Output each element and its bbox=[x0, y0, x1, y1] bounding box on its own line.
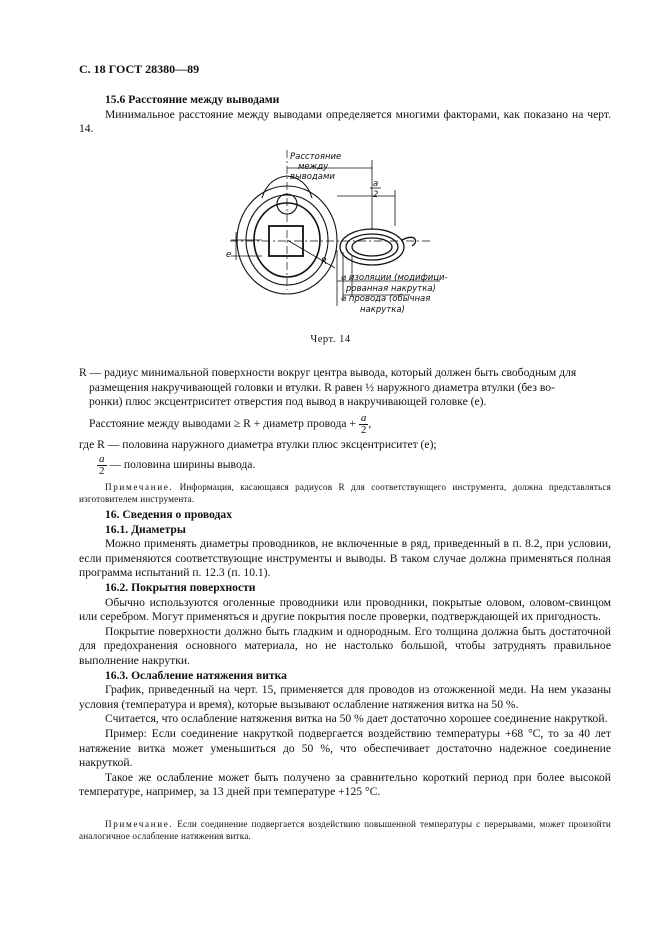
note-1-label: Примечание. bbox=[105, 482, 174, 492]
formula-end: , bbox=[368, 416, 372, 430]
formula-fraction-den: 2 bbox=[360, 423, 367, 436]
formula-fraction-num: a bbox=[360, 411, 367, 424]
page-header: С. 18 ГОСТ 28380—89 bbox=[79, 62, 200, 76]
section-16-3-text-4: Такое же ослабление может быть получено за сравнительно короткий период при более высокой температуре, например, за 13 дней при температуре +125 °С. bbox=[79, 770, 611, 799]
section-16-3-text-3: Пример: Если соединение накруткой подвергается воздействию температуры +68 °С, то за 40 лет натяжение витка может уменьшиться до 50 %, что обеспечивает достаточно надежное соединение накруткой. bbox=[79, 726, 611, 770]
r-definition-line-2: размещения накручивающей головки и втулки. R равен ½ наружного диаметра втулки (без во- bbox=[89, 380, 555, 394]
note-2 bbox=[79, 818, 611, 843]
label-wire-2: накрутка) bbox=[360, 305, 405, 315]
note-2-paragraph bbox=[79, 818, 611, 843]
formula bbox=[79, 413, 611, 436]
section-16-1-text: Можно применять диаметры проводников, не включенные в ряд, приведенный в п. 8.2, при условии, если применяются соответствующие инструменты и выводы. В таком случае должна применяться полная программа испытаний п. 12.3 (п. 10.1). bbox=[79, 537, 611, 580]
label-two: 2 bbox=[373, 190, 379, 200]
section-16-3-text-2: Считается, что ослабление натяжения витка на 50 % дает достаточно хорошее соединение накруткой. bbox=[105, 712, 608, 726]
half-fraction-num: a bbox=[99, 453, 105, 466]
label-r: R bbox=[321, 257, 327, 267]
section-16 bbox=[79, 508, 611, 800]
definitions bbox=[79, 366, 611, 477]
label-distance-3: выводами bbox=[290, 172, 335, 182]
section-16-2-heading: 16.2. Покрытия поверхности bbox=[105, 580, 256, 594]
label-wire-1: ⌀ провода (обычная bbox=[341, 294, 431, 304]
section-15-6-heading: 15.6 Расстояние между выводами bbox=[105, 93, 280, 106]
half-text: — половина ширины вывода. bbox=[109, 458, 256, 472]
label-e: e bbox=[226, 250, 232, 260]
r-definition-line-1: R — радиус минимальной поверхности вокруг центра вывода, который должен быть свободным для bbox=[79, 366, 577, 379]
note-1-paragraph bbox=[79, 481, 611, 506]
section-16-3-heading: 16.3. Ослабление натяжения витка bbox=[105, 668, 287, 682]
section-15-6-text: Минимальное расстояние между выводами определяется многими факторами, как показано на черт. 14. bbox=[79, 107, 611, 136]
label-a: a bbox=[373, 179, 379, 189]
note-2-text: Если соединение подвергается воздействию повышенной температуры с перерывами, может произойти аналогичное ослабление натяжения витка. bbox=[79, 819, 611, 842]
r-definition-line-3: ронки) плюс эксцентриситет отверстия под вывод в накручивающей головке (e). bbox=[89, 395, 487, 409]
label-insulation-2: рованная накрутка) bbox=[346, 284, 436, 294]
figure-caption: Черт. 14 bbox=[310, 334, 351, 345]
section-16-3-text-1: График, приведенный на черт. 15, применяется для проводов из отожженной меди. На нем указаны условия (температура и время), которые вызывают ослабление натяжения витка на 50 %. bbox=[79, 683, 611, 711]
label-insulation-1: ⌀ изоляции (модифици- bbox=[341, 273, 448, 283]
where-line: где R — половина наружного диаметра втулки плюс эксцентриситет (e); bbox=[79, 437, 437, 451]
section-16-1-heading: 16.1. Диаметры bbox=[105, 522, 186, 536]
half-line bbox=[79, 454, 611, 477]
section-16-2-text-1: Обычно используются оголенные проводники или проводники, покрытые оловом, оловом-свинцом или серебром. Могут применяться и другие покрытия после проверки, подтверждающей их пригодность. bbox=[79, 595, 611, 624]
note-1 bbox=[79, 481, 611, 506]
label-distance-1: Расстояние bbox=[290, 152, 342, 162]
formula-text: Расстояние между выводами ≥ R + диаметр провода + bbox=[89, 416, 356, 430]
note-1-text: Информация, касающаяся радиусов R для соответствующего инструмента, должна представляться изготовителем инструмента. bbox=[79, 482, 611, 505]
half-fraction-den: 2 bbox=[99, 465, 105, 478]
label-distance-2: между bbox=[298, 162, 329, 172]
section-16-2-text-2: Покрытие поверхности должно быть гладким и однородным. Его толщина должна быть достаточной для предохранения основного материала, но не настолько большой, чтобы затруднять правильное выполнение накрутки. bbox=[79, 624, 611, 667]
formula-fraction bbox=[359, 411, 372, 436]
note-2-label: Примечание. bbox=[105, 819, 174, 829]
section-16-heading: 16. Сведения о проводах bbox=[105, 508, 232, 521]
half-fraction bbox=[97, 454, 107, 477]
